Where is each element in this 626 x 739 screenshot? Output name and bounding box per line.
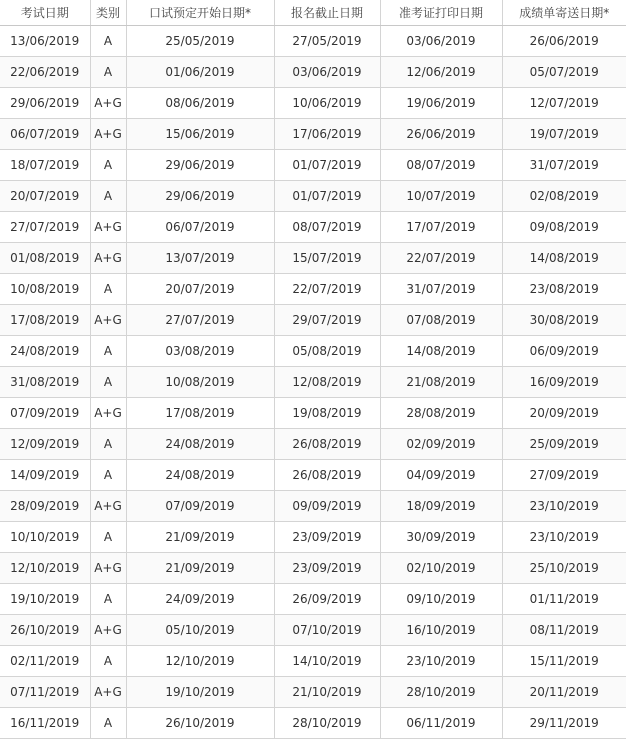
cell-report-mailing-date: 23/10/2019 (502, 491, 626, 522)
cell-admission-print-date: 10/07/2019 (380, 181, 502, 212)
cell-report-mailing-date: 29/11/2019 (502, 708, 626, 739)
table-row (0, 212, 626, 243)
cell-registration-deadline: 26/09/2019 (274, 584, 380, 615)
table-row (0, 553, 626, 584)
cell-registration-deadline: 27/05/2019 (274, 26, 380, 57)
cell-speaking-start-date: 15/06/2019 (126, 119, 274, 150)
cell-speaking-start-date: 01/06/2019 (126, 57, 274, 88)
cell-category: A+G (90, 491, 126, 522)
header-exam-date: 考试日期 (0, 0, 90, 26)
table-row (0, 429, 626, 460)
cell-report-mailing-date: 08/11/2019 (502, 615, 626, 646)
cell-admission-print-date: 02/10/2019 (380, 553, 502, 584)
header-report-mailing-date: 成绩单寄送日期* (502, 0, 626, 26)
cell-admission-print-date: 09/10/2019 (380, 584, 502, 615)
cell-category: A (90, 584, 126, 615)
cell-exam-date: 02/11/2019 (0, 646, 90, 677)
cell-category: A (90, 367, 126, 398)
cell-admission-print-date: 26/06/2019 (380, 119, 502, 150)
table-row (0, 305, 626, 336)
cell-speaking-start-date: 06/07/2019 (126, 212, 274, 243)
cell-report-mailing-date: 23/08/2019 (502, 274, 626, 305)
cell-exam-date: 29/06/2019 (0, 88, 90, 119)
cell-speaking-start-date: 29/06/2019 (126, 181, 274, 212)
cell-report-mailing-date: 12/07/2019 (502, 88, 626, 119)
cell-report-mailing-date: 19/07/2019 (502, 119, 626, 150)
cell-speaking-start-date: 19/10/2019 (126, 677, 274, 708)
cell-registration-deadline: 23/09/2019 (274, 553, 380, 584)
cell-admission-print-date: 22/07/2019 (380, 243, 502, 274)
cell-exam-date: 22/06/2019 (0, 57, 90, 88)
cell-exam-date: 31/08/2019 (0, 367, 90, 398)
cell-exam-date: 17/08/2019 (0, 305, 90, 336)
cell-exam-date: 12/09/2019 (0, 429, 90, 460)
cell-speaking-start-date: 12/10/2019 (126, 646, 274, 677)
table-row (0, 88, 626, 119)
table-row (0, 615, 626, 646)
cell-speaking-start-date: 26/10/2019 (126, 708, 274, 739)
cell-report-mailing-date: 09/08/2019 (502, 212, 626, 243)
cell-admission-print-date: 04/09/2019 (380, 460, 502, 491)
cell-report-mailing-date: 23/10/2019 (502, 522, 626, 553)
cell-registration-deadline: 22/07/2019 (274, 274, 380, 305)
cell-exam-date: 14/09/2019 (0, 460, 90, 491)
cell-admission-print-date: 30/09/2019 (380, 522, 502, 553)
cell-speaking-start-date: 21/09/2019 (126, 553, 274, 584)
cell-exam-date: 16/11/2019 (0, 708, 90, 739)
cell-admission-print-date: 02/09/2019 (380, 429, 502, 460)
header-registration-deadline: 报名截止日期 (274, 0, 380, 26)
header-admission-print-date: 准考证打印日期 (380, 0, 502, 26)
cell-exam-date: 01/08/2019 (0, 243, 90, 274)
header-category: 类别 (90, 0, 126, 26)
cell-speaking-start-date: 20/07/2019 (126, 274, 274, 305)
cell-registration-deadline: 12/08/2019 (274, 367, 380, 398)
cell-category: A (90, 708, 126, 739)
cell-admission-print-date: 19/06/2019 (380, 88, 502, 119)
cell-report-mailing-date: 05/07/2019 (502, 57, 626, 88)
cell-exam-date: 10/08/2019 (0, 274, 90, 305)
cell-admission-print-date: 28/10/2019 (380, 677, 502, 708)
cell-exam-date: 19/10/2019 (0, 584, 90, 615)
cell-report-mailing-date: 14/08/2019 (502, 243, 626, 274)
cell-speaking-start-date: 05/10/2019 (126, 615, 274, 646)
cell-registration-deadline: 26/08/2019 (274, 460, 380, 491)
cell-exam-date: 27/07/2019 (0, 212, 90, 243)
cell-exam-date: 12/10/2019 (0, 553, 90, 584)
cell-category: A (90, 429, 126, 460)
cell-exam-date: 07/11/2019 (0, 677, 90, 708)
cell-category: A+G (90, 243, 126, 274)
cell-report-mailing-date: 01/11/2019 (502, 584, 626, 615)
table-row (0, 460, 626, 491)
table-row (0, 646, 626, 677)
cell-registration-deadline: 09/09/2019 (274, 491, 380, 522)
table-row (0, 243, 626, 274)
cell-registration-deadline: 10/06/2019 (274, 88, 380, 119)
table-header (0, 0, 626, 26)
table-row (0, 398, 626, 429)
cell-admission-print-date: 21/08/2019 (380, 367, 502, 398)
cell-admission-print-date: 23/10/2019 (380, 646, 502, 677)
cell-exam-date: 06/07/2019 (0, 119, 90, 150)
table-row (0, 677, 626, 708)
cell-category: A+G (90, 212, 126, 243)
cell-category: A (90, 460, 126, 491)
cell-registration-deadline: 07/10/2019 (274, 615, 380, 646)
cell-category: A+G (90, 88, 126, 119)
cell-exam-date: 10/10/2019 (0, 522, 90, 553)
table-row (0, 584, 626, 615)
table-row (0, 708, 626, 739)
cell-admission-print-date: 03/06/2019 (380, 26, 502, 57)
cell-category: A+G (90, 305, 126, 336)
cell-speaking-start-date: 03/08/2019 (126, 336, 274, 367)
cell-admission-print-date: 31/07/2019 (380, 274, 502, 305)
cell-report-mailing-date: 06/09/2019 (502, 336, 626, 367)
cell-report-mailing-date: 30/08/2019 (502, 305, 626, 336)
cell-admission-print-date: 12/06/2019 (380, 57, 502, 88)
table-row (0, 119, 626, 150)
cell-category: A (90, 181, 126, 212)
cell-registration-deadline: 05/08/2019 (274, 336, 380, 367)
cell-registration-deadline: 15/07/2019 (274, 243, 380, 274)
cell-speaking-start-date: 29/06/2019 (126, 150, 274, 181)
cell-category: A+G (90, 615, 126, 646)
cell-registration-deadline: 14/10/2019 (274, 646, 380, 677)
cell-category: A+G (90, 677, 126, 708)
cell-exam-date: 07/09/2019 (0, 398, 90, 429)
cell-admission-print-date: 28/08/2019 (380, 398, 502, 429)
cell-report-mailing-date: 20/11/2019 (502, 677, 626, 708)
cell-report-mailing-date: 31/07/2019 (502, 150, 626, 181)
cell-report-mailing-date: 25/09/2019 (502, 429, 626, 460)
cell-admission-print-date: 07/08/2019 (380, 305, 502, 336)
cell-speaking-start-date: 07/09/2019 (126, 491, 274, 522)
table-row (0, 491, 626, 522)
cell-report-mailing-date: 20/09/2019 (502, 398, 626, 429)
cell-report-mailing-date: 02/08/2019 (502, 181, 626, 212)
cell-report-mailing-date: 16/09/2019 (502, 367, 626, 398)
cell-registration-deadline: 28/10/2019 (274, 708, 380, 739)
cell-admission-print-date: 06/11/2019 (380, 708, 502, 739)
cell-speaking-start-date: 21/09/2019 (126, 522, 274, 553)
cell-registration-deadline: 17/06/2019 (274, 119, 380, 150)
cell-registration-deadline: 29/07/2019 (274, 305, 380, 336)
cell-admission-print-date: 17/07/2019 (380, 212, 502, 243)
table-row (0, 522, 626, 553)
cell-exam-date: 18/07/2019 (0, 150, 90, 181)
cell-registration-deadline: 01/07/2019 (274, 150, 380, 181)
header-speaking-start-date: 口试预定开始日期* (126, 0, 274, 26)
cell-report-mailing-date: 27/09/2019 (502, 460, 626, 491)
cell-category: A (90, 274, 126, 305)
table-row (0, 26, 626, 57)
cell-speaking-start-date: 10/08/2019 (126, 367, 274, 398)
cell-report-mailing-date: 26/06/2019 (502, 26, 626, 57)
cell-exam-date: 28/09/2019 (0, 491, 90, 522)
table-row (0, 181, 626, 212)
cell-report-mailing-date: 25/10/2019 (502, 553, 626, 584)
cell-category: A+G (90, 398, 126, 429)
cell-speaking-start-date: 13/07/2019 (126, 243, 274, 274)
table-row (0, 150, 626, 181)
cell-category: A (90, 150, 126, 181)
cell-category: A (90, 336, 126, 367)
cell-exam-date: 26/10/2019 (0, 615, 90, 646)
table-row (0, 367, 626, 398)
table-row (0, 336, 626, 367)
cell-speaking-start-date: 17/08/2019 (126, 398, 274, 429)
cell-category: A (90, 646, 126, 677)
table-body (0, 26, 626, 739)
cell-registration-deadline: 08/07/2019 (274, 212, 380, 243)
cell-registration-deadline: 01/07/2019 (274, 181, 380, 212)
cell-speaking-start-date: 25/05/2019 (126, 26, 274, 57)
cell-admission-print-date: 08/07/2019 (380, 150, 502, 181)
cell-admission-print-date: 18/09/2019 (380, 491, 502, 522)
cell-speaking-start-date: 24/09/2019 (126, 584, 274, 615)
cell-registration-deadline: 23/09/2019 (274, 522, 380, 553)
cell-exam-date: 20/07/2019 (0, 181, 90, 212)
cell-category: A (90, 522, 126, 553)
cell-registration-deadline: 21/10/2019 (274, 677, 380, 708)
cell-speaking-start-date: 24/08/2019 (126, 429, 274, 460)
cell-admission-print-date: 14/08/2019 (380, 336, 502, 367)
cell-speaking-start-date: 08/06/2019 (126, 88, 274, 119)
cell-category: A (90, 57, 126, 88)
cell-category: A (90, 26, 126, 57)
cell-category: A+G (90, 553, 126, 584)
cell-report-mailing-date: 15/11/2019 (502, 646, 626, 677)
cell-speaking-start-date: 27/07/2019 (126, 305, 274, 336)
cell-exam-date: 24/08/2019 (0, 336, 90, 367)
cell-registration-deadline: 26/08/2019 (274, 429, 380, 460)
cell-speaking-start-date: 24/08/2019 (126, 460, 274, 491)
cell-registration-deadline: 03/06/2019 (274, 57, 380, 88)
cell-admission-print-date: 16/10/2019 (380, 615, 502, 646)
table-row (0, 274, 626, 305)
cell-exam-date: 13/06/2019 (0, 26, 90, 57)
cell-category: A+G (90, 119, 126, 150)
cell-registration-deadline: 19/08/2019 (274, 398, 380, 429)
table-row (0, 57, 626, 88)
header-row (0, 0, 626, 26)
